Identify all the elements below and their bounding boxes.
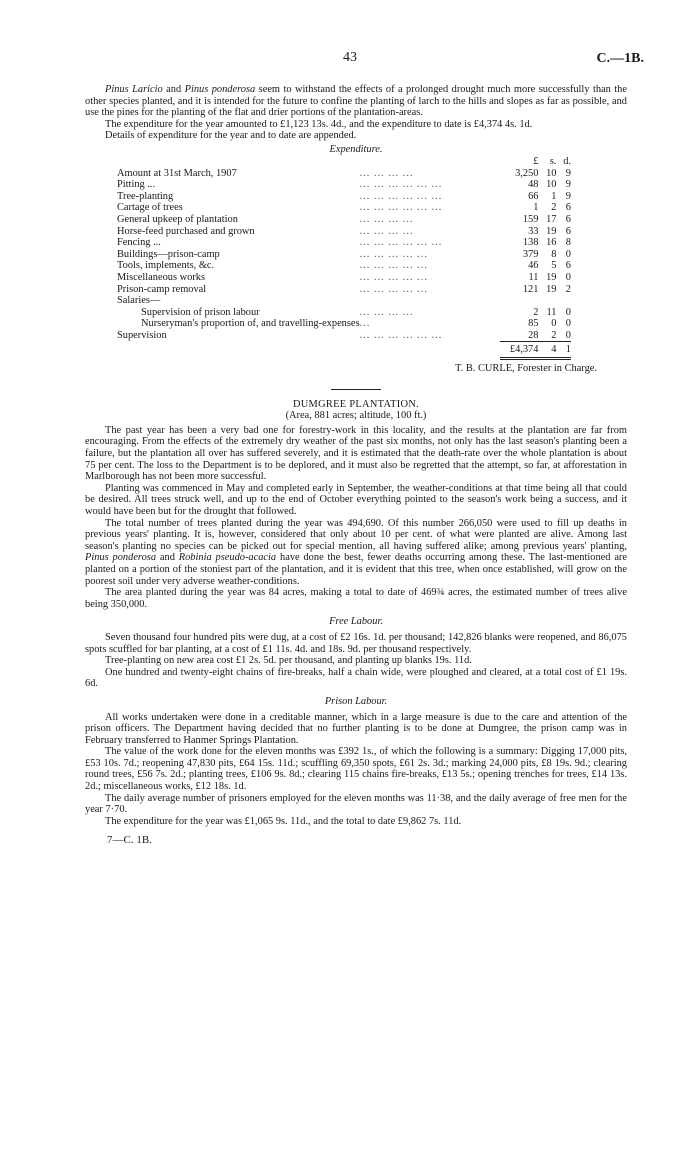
free-labour-paragraph-3: One hundred and twenty-eight chains of fire-breaks, half a chain wide, were ploughed and cleared, at a total cost of £1 19s. 6d. (85, 666, 627, 690)
free-labour-paragraph-1: Seven thousand four hundred pits were dug, at a cost of £2 16s. 1d. per thousand; 142,826 blanks were reopened, and 86,075 spots scuffled for bar planting, at a cost of £1 11s. 4d. and 18s. 9d. per thousand respectively. (85, 631, 627, 655)
amount-pounds: 159 (522, 213, 539, 225)
expenditure-label: Nurseryman's proportion of, and travelling-expenses (141, 318, 360, 330)
amount-shillings: 2 (551, 329, 557, 341)
amount-shillings: 19 (546, 271, 557, 283)
prison-labour-paragraph-2: The value of the work done for the eleven months was £392 1s., of which the following is a summary: Digging 17,000 pits, £53 10s. 7d.; reopening 47,830 pits, £64 15s. 11d.; scuffling 69,350 spots, £61 2s. 3d.; marking 24,000 pits, £8 19s. 9d.; clearing round trees, £56 7s. 2d.; planting trees, £106 9s. 8d.; clearing 115 chains fire-breaks, £13 5s.; opening trenches for trees, £14 13s. 2d.; miscellaneous works, £12 18s. 1d. (85, 746, 627, 793)
prison-labour-paragraph-3: The daily average number of prisoners employed for the eleven months was 11·38, and the daily average of free men for the year 7·70. (85, 792, 627, 816)
document-reference: C.—1B. (596, 51, 644, 66)
expenditure-label: Cartage of trees (117, 202, 183, 214)
col-pence: d. (563, 155, 571, 167)
amount-shillings: 10 (546, 167, 557, 179)
amount-pence: 9 (565, 167, 571, 179)
amount-pence: 0 (565, 318, 571, 330)
amount-shillings (538, 295, 556, 307)
leader-dots: ... ... ... ... ... (359, 248, 428, 260)
expenditure-label: Miscellaneous works (117, 271, 206, 283)
expenditure-label: Horse-feed purchased and grown (117, 225, 255, 237)
expenditure-label: Tree-planting (117, 190, 174, 202)
expenditure-row (117, 272, 571, 284)
page-number: 43 (343, 50, 357, 65)
expenditure-label: Prison-camp removal (117, 283, 207, 295)
dumgree-subtitle: (Area, 881 acres; altitude, 100 ft.) (285, 410, 427, 422)
amount-shillings: 8 (551, 248, 557, 260)
free-labour-paragraph-2: Tree-planting on new area cost £1 2s. 5d. per thousand, and planting up blanks 19s. 11d. (105, 655, 472, 667)
amount-shillings: 17 (546, 213, 557, 225)
leader-dots: ... ... ... ... ... ... (359, 190, 443, 202)
expenditure-row (117, 237, 571, 249)
expenditure-row (117, 202, 571, 214)
leader-dots: ... ... ... ... ... ... (359, 330, 443, 342)
amount-pounds: 48 (528, 179, 539, 191)
amount-pence: 9 (565, 190, 571, 202)
expenditure-row (117, 179, 571, 191)
signature: T. B. CURLE, Forester in Charge. (455, 363, 597, 375)
species-name: Pinus ponderosa (85, 552, 157, 564)
amount-shillings: 5 (551, 260, 557, 272)
total-row (117, 342, 571, 359)
footer-reference: 7—C. 1B. (107, 834, 152, 847)
amount-pounds: 33 (528, 225, 539, 237)
expenditure-label: Salaries— (117, 295, 161, 307)
leader-dots: ... ... ... ... ... ... (359, 237, 443, 249)
expenditure-row (117, 249, 571, 261)
intro-paragraph-1: Pinus Laricio and Pinus ponderosa seem to withstand the effects of a prolonged drought much more successfully than the other species planted, and it is intended for the future to confine the planting of larch to the hills and slopes as far as possible, and use the pines for the planting of the flat and drier portions of the plantation-areas. (85, 84, 627, 119)
amount-shillings: 11 (546, 306, 557, 318)
expenditure-heading-row (85, 144, 627, 156)
dumgree-title: DUMGREE PLANTATION. (292, 398, 420, 410)
expenditure-row (117, 295, 571, 307)
species-name: Pinus Laricio (105, 84, 163, 95)
free-labour-title: Free Labour. (329, 616, 383, 628)
species-name: Pinus ponderosa (184, 84, 256, 95)
expenditure-label: Supervision of prison labour (141, 306, 260, 318)
leader-dots: ... ... ... ... ... ... (359, 179, 443, 191)
amount-pence: 6 (565, 225, 571, 237)
leader-dots: ... ... ... ... (359, 213, 414, 225)
prison-labour-paragraph-1: All works undertaken were done in a creditable manner, which in a large measure is due to the care and attention of the prison officers. The Department having decided that no further planting is to be done at Dumgree, the prison camp was in February transferred to Hanmer Springs Plantation. (85, 711, 627, 746)
amount-pounds: 121 (522, 283, 539, 295)
amount-shillings: 2 (551, 202, 557, 214)
expenditure-label: Pitting ... (117, 179, 156, 191)
amount-pounds: 28 (528, 329, 539, 341)
col-pound: £ (533, 155, 539, 167)
expenditure-table (117, 156, 571, 360)
expenditure-row (117, 330, 571, 342)
amount-shillings: 19 (546, 283, 557, 295)
amount-pounds: 11 (528, 271, 539, 283)
dumgree-paragraph-1: The past year has been a very bad one for forestry-work in this locality, and the results at the plantation are far from encouraging. From the effects of the extremely dry weather of the past six months, not only has the last season's planting been a failure, but the plantation all over has suffered severely, and it is estimated that the death-rate over the whole plantation is about 75 per cent. The loss to the Department is to be deplored, and it must also be regretted that the attempt, so far, at afforestation in Marlborough has not been more successful. (85, 424, 627, 483)
total-shillings: 4 (538, 342, 556, 359)
amount-pence: 9 (565, 179, 571, 191)
intro-paragraph-3: Details of expenditure for the year and to date are appended. (105, 130, 357, 142)
expenditure-label: General upkeep of plantation (117, 213, 238, 225)
expenditure-row (117, 318, 571, 330)
leader-dots: ... (359, 318, 371, 330)
amount-shillings: 10 (546, 179, 557, 191)
amount-shillings: 19 (546, 225, 557, 237)
expenditure-row (117, 260, 571, 272)
leader-dots: ... ... ... ... ... ... (359, 202, 443, 214)
prison-labour-title: Prison Labour. (324, 695, 388, 707)
amount-pounds: 1 (533, 202, 539, 214)
leader-dots: ... ... ... ... ... (359, 260, 428, 272)
amount-pounds: 66 (528, 190, 539, 202)
leader-dots: ... ... ... ... ... (359, 283, 428, 295)
dumgree-paragraph-2: Planting was commenced in May and completed early in September, the weather-conditions at that time being all that could be desired. All trees struck well, and up to the end of October everything pointed to the season's work being a success, and it would have been but for the drought that followed. (85, 482, 627, 517)
column-header-row (117, 156, 571, 168)
amount-pence (556, 295, 571, 307)
total-pounds: £4,374 (500, 342, 539, 359)
leader-dots (360, 295, 500, 307)
amount-pence: 0 (565, 248, 571, 260)
amount-pence: 2 (565, 283, 571, 295)
amount-pence: 0 (565, 271, 571, 283)
col-shillings: s. (549, 155, 557, 167)
amount-shillings: 1 (551, 190, 557, 202)
amount-pounds (500, 295, 539, 307)
amount-pence: 8 (565, 237, 571, 249)
section-divider (331, 389, 381, 390)
amount-pounds: 379 (522, 248, 539, 260)
species-name: Robinia pseudo-acacia (178, 552, 277, 564)
amount-pounds: 3,250 (515, 167, 539, 179)
expenditure-label: Buildings—prison-camp (117, 248, 220, 260)
expenditure-label: Tools, implements, &c. (117, 260, 215, 272)
leader-dots: ... ... ... ... ... (359, 271, 428, 283)
leader-dots: ... ... ... ... (359, 167, 414, 179)
expenditure-label: Amount at 31st March, 1907 (117, 167, 237, 179)
leader-dots: ... ... ... ... (359, 225, 414, 237)
expenditure-row (117, 191, 571, 203)
prison-labour-paragraph-4: The expenditure for the year was £1,065 9s. 11d., and the total to date £9,862 7s. 11d. (105, 815, 462, 827)
expenditure-heading: Expenditure. (329, 143, 383, 155)
expenditure-label: Supervision (117, 330, 167, 342)
amount-pence: 0 (565, 329, 571, 341)
expenditure-row (117, 214, 571, 226)
amount-shillings: 0 (551, 318, 557, 330)
intro-paragraph-2: The expenditure for the year amounted to £1,123 13s. 4d., and the expenditure to date is £4,374 4s. 1d. (105, 118, 533, 130)
amount-pounds: 2 (533, 306, 539, 318)
amount-shillings: 16 (546, 237, 557, 249)
amount-pounds: 85 (528, 318, 539, 330)
amount-pence: 6 (565, 260, 571, 272)
expenditure-row (117, 307, 571, 319)
expenditure-row (117, 168, 571, 180)
amount-pounds: 138 (522, 237, 539, 249)
page-body (85, 84, 627, 847)
dumgree-paragraph-3: The total number of trees planted during the year was 494,690. Of this number 266,050 were used to fill up deaths in previous years' planting. It is, however, considered that only about 10 per cent. of what were planted are alive. Among last season's planting no species can be picked out for special mention, all having suffered alike; among previous years' planting, Pinus ponderosa and Robinia pseudo-acacia have done the best, fewer deaths occurring among these. The last-mentioned are planted on a portion of the stoniest part of the plantation, and it is evident that this tree, when once established, will grow on the poorest soil under very adverse weather-conditions. (85, 517, 627, 587)
leader-dots: ... ... ... ... (359, 306, 414, 318)
expenditure-row (117, 284, 571, 296)
amount-pence: 6 (565, 202, 571, 214)
total-pence: 1 (556, 342, 571, 359)
amount-pounds: 46 (528, 260, 539, 272)
amount-pence: 0 (565, 306, 571, 318)
expenditure-row (117, 226, 571, 238)
expenditure-label: Fencing ... (117, 237, 161, 249)
amount-pence: 6 (565, 213, 571, 225)
dumgree-paragraph-4: The area planted during the year was 84 acres, making a total to date of 469¾ acres, the estimated number of trees alive being 350,000. (85, 587, 627, 610)
